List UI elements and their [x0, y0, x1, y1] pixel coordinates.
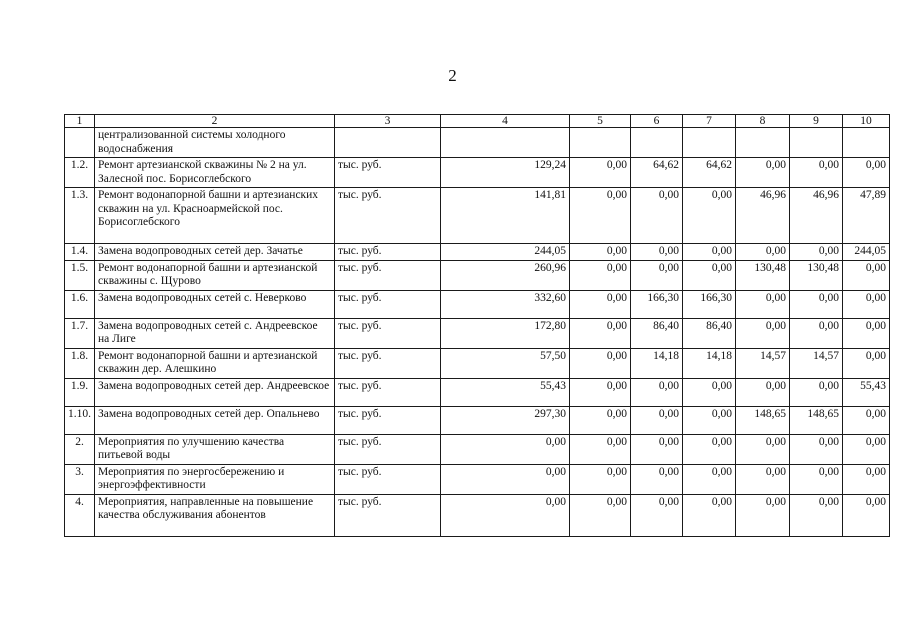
value-cell-col-9: 14,57 — [790, 348, 843, 378]
value-cell-col-9: 0,00 — [790, 290, 843, 318]
value-cell-col-4: 55,43 — [441, 378, 570, 406]
unit-cell — [335, 128, 441, 158]
measure-name: Замена водопроводных сетей с. Андреевское на Лиге — [95, 318, 335, 348]
row-number: 1.2. — [65, 158, 95, 188]
row-number: 1.5. — [65, 260, 95, 290]
value-cell-col-7: 0,00 — [683, 434, 736, 464]
value-cell-col-8: 0,00 — [736, 378, 790, 406]
unit-cell: тыс. руб. — [335, 378, 441, 406]
value-cell-col-9: 0,00 — [790, 318, 843, 348]
value-cell-col-9: 0,00 — [790, 158, 843, 188]
value-cell-col-10: 0,00 — [843, 494, 890, 536]
value-cell-col-5: 0,00 — [570, 434, 631, 464]
value-cell-col-4: 332,60 — [441, 290, 570, 318]
row-number: 1.10. — [65, 406, 95, 434]
value-cell-col-6: 0,00 — [631, 260, 683, 290]
value-cell-col-10: 55,43 — [843, 378, 890, 406]
value-cell-col-4: 0,00 — [441, 494, 570, 536]
value-cell-col-7: 0,00 — [683, 188, 736, 244]
value-cell-col-10: 0,00 — [843, 406, 890, 434]
value-cell-col-10: 0,00 — [843, 260, 890, 290]
value-cell-col-4: 260,96 — [441, 260, 570, 290]
value-cell-col-4: 244,05 — [441, 244, 570, 261]
value-cell-col-4: 0,00 — [441, 464, 570, 494]
unit-cell: тыс. руб. — [335, 494, 441, 536]
table-row — [65, 378, 890, 406]
value-cell-col-8: 130,48 — [736, 260, 790, 290]
value-cell-col-7: 86,40 — [683, 318, 736, 348]
measure-name: Замена водопроводных сетей дер. Опальнево — [95, 406, 335, 434]
value-cell-col-6 — [631, 128, 683, 158]
value-cell-col-8: 0,00 — [736, 494, 790, 536]
value-cell-col-6: 166,30 — [631, 290, 683, 318]
row-number: 1.7. — [65, 318, 95, 348]
value-cell-col-5: 0,00 — [570, 378, 631, 406]
value-cell-col-5: 0,00 — [570, 406, 631, 434]
measure-name: Мероприятия по энергосбережению и энергоэффективности — [95, 464, 335, 494]
table-row — [65, 188, 890, 244]
value-cell-col-6: 64,62 — [631, 158, 683, 188]
unit-cell: тыс. руб. — [335, 188, 441, 244]
value-cell-col-5: 0,00 — [570, 318, 631, 348]
value-cell-col-5: 0,00 — [570, 188, 631, 244]
value-cell-col-6: 0,00 — [631, 464, 683, 494]
table-row — [65, 494, 890, 536]
measure-name: Замена водопроводных сетей дер. Зачатье — [95, 244, 335, 261]
unit-cell: тыс. руб. — [335, 244, 441, 261]
page-number: 2 — [448, 66, 457, 85]
table-row — [65, 318, 890, 348]
investment-table — [64, 114, 890, 537]
table-row — [65, 434, 890, 464]
value-cell-col-9: 46,96 — [790, 188, 843, 244]
value-cell-col-10 — [843, 128, 890, 158]
value-cell-col-6: 0,00 — [631, 188, 683, 244]
value-cell-col-9: 0,00 — [790, 434, 843, 464]
unit-cell: тыс. руб. — [335, 260, 441, 290]
measure-name: Замена водопроводных сетей с. Неверково — [95, 290, 335, 318]
value-cell-col-4 — [441, 128, 570, 158]
measure-name: Мероприятия, направленные на повышение качества обслуживания абонентов — [95, 494, 335, 536]
value-cell-col-4: 57,50 — [441, 348, 570, 378]
value-cell-col-9: 0,00 — [790, 494, 843, 536]
value-cell-col-9 — [790, 128, 843, 158]
measure-name: централизованной системы холодного водоснабжения — [95, 128, 335, 158]
value-cell-col-8: 0,00 — [736, 290, 790, 318]
value-cell-col-5: 0,00 — [570, 158, 631, 188]
value-cell-col-8: 0,00 — [736, 464, 790, 494]
value-cell-col-4: 297,30 — [441, 406, 570, 434]
value-cell-col-7: 166,30 — [683, 290, 736, 318]
value-cell-col-7: 0,00 — [683, 244, 736, 261]
header-row — [65, 115, 890, 128]
row-number: 1.9. — [65, 378, 95, 406]
row-number: 3. — [65, 464, 95, 494]
value-cell-col-10: 47,89 — [843, 188, 890, 244]
table-row — [65, 260, 890, 290]
table-row — [65, 158, 890, 188]
measure-name: Ремонт водонапорной башни и артезианских скважин на ул. Красноармейской пос. Борисоглебского — [95, 188, 335, 244]
value-cell-col-8: 0,00 — [736, 158, 790, 188]
measure-name: Ремонт водонапорной башни и артезианской скважины с. Щурово — [95, 260, 335, 290]
unit-cell: тыс. руб. — [335, 434, 441, 464]
value-cell-col-10: 0,00 — [843, 318, 890, 348]
value-cell-col-6: 0,00 — [631, 406, 683, 434]
measure-name: Ремонт водонапорной башни и артезианской скважин дер. Алешкино — [95, 348, 335, 378]
value-cell-col-6: 86,40 — [631, 318, 683, 348]
value-cell-col-4: 141,81 — [441, 188, 570, 244]
table-row — [65, 406, 890, 434]
row-number: 1.8. — [65, 348, 95, 378]
value-cell-col-7: 14,18 — [683, 348, 736, 378]
value-cell-col-5: 0,00 — [570, 464, 631, 494]
row-number: 1.4. — [65, 244, 95, 261]
table-row — [65, 464, 890, 494]
value-cell-col-10: 0,00 — [843, 348, 890, 378]
value-cell-col-4: 172,80 — [441, 318, 570, 348]
value-cell-col-10: 0,00 — [843, 158, 890, 188]
value-cell-col-8: 0,00 — [736, 244, 790, 261]
header-cell-5: 5 — [570, 115, 631, 128]
value-cell-col-10: 0,00 — [843, 290, 890, 318]
value-cell-col-4: 129,24 — [441, 158, 570, 188]
unit-cell: тыс. руб. — [335, 290, 441, 318]
header-cell-2: 2 — [95, 115, 335, 128]
value-cell-col-8: 148,65 — [736, 406, 790, 434]
value-cell-col-8: 14,57 — [736, 348, 790, 378]
header-cell-9: 9 — [790, 115, 843, 128]
measure-name: Замена водопроводных сетей дер. Андреевское — [95, 378, 335, 406]
measure-name: Мероприятия по улучшению качества питьевой воды — [95, 434, 335, 464]
value-cell-col-6: 0,00 — [631, 494, 683, 536]
row-number: 2. — [65, 434, 95, 464]
value-cell-col-10: 0,00 — [843, 464, 890, 494]
header-cell-3: 3 — [335, 115, 441, 128]
value-cell-col-6: 14,18 — [631, 348, 683, 378]
unit-cell: тыс. руб. — [335, 318, 441, 348]
header-cell-10: 10 — [843, 115, 890, 128]
value-cell-col-5: 0,00 — [570, 244, 631, 261]
value-cell-col-5 — [570, 128, 631, 158]
unit-cell: тыс. руб. — [335, 348, 441, 378]
value-cell-col-6: 0,00 — [631, 378, 683, 406]
header-cell-6: 6 — [631, 115, 683, 128]
value-cell-col-7: 0,00 — [683, 378, 736, 406]
value-cell-col-7: 0,00 — [683, 406, 736, 434]
row-number: 4. — [65, 494, 95, 536]
value-cell-col-6: 0,00 — [631, 434, 683, 464]
value-cell-col-7 — [683, 128, 736, 158]
value-cell-col-5: 0,00 — [570, 348, 631, 378]
value-cell-col-5: 0,00 — [570, 290, 631, 318]
value-cell-col-8 — [736, 128, 790, 158]
unit-cell: тыс. руб. — [335, 158, 441, 188]
value-cell-col-7: 64,62 — [683, 158, 736, 188]
value-cell-col-7: 0,00 — [683, 464, 736, 494]
measure-name: Ремонт артезианской скважины № 2 на ул. Залесной пос. Борисоглебского — [95, 158, 335, 188]
value-cell-col-9: 0,00 — [790, 378, 843, 406]
table-row — [65, 348, 890, 378]
value-cell-col-10: 0,00 — [843, 434, 890, 464]
value-cell-col-9: 0,00 — [790, 244, 843, 261]
row-number: 1.3. — [65, 188, 95, 244]
header-cell-8: 8 — [736, 115, 790, 128]
value-cell-col-8: 0,00 — [736, 434, 790, 464]
header-cell-4: 4 — [441, 115, 570, 128]
row-number — [65, 128, 95, 158]
table-row — [65, 128, 890, 158]
table-row — [65, 244, 890, 261]
value-cell-col-7: 0,00 — [683, 494, 736, 536]
value-cell-col-9: 130,48 — [790, 260, 843, 290]
value-cell-col-8: 0,00 — [736, 318, 790, 348]
value-cell-col-9: 0,00 — [790, 464, 843, 494]
table-row — [65, 290, 890, 318]
row-number: 1.6. — [65, 290, 95, 318]
value-cell-col-7: 0,00 — [683, 260, 736, 290]
value-cell-col-8: 46,96 — [736, 188, 790, 244]
header-cell-7: 7 — [683, 115, 736, 128]
value-cell-col-5: 0,00 — [570, 260, 631, 290]
unit-cell: тыс. руб. — [335, 464, 441, 494]
value-cell-col-4: 0,00 — [441, 434, 570, 464]
value-cell-col-9: 148,65 — [790, 406, 843, 434]
header-cell-1: 1 — [65, 115, 95, 128]
value-cell-col-6: 0,00 — [631, 244, 683, 261]
unit-cell: тыс. руб. — [335, 406, 441, 434]
value-cell-col-5: 0,00 — [570, 494, 631, 536]
value-cell-col-10: 244,05 — [843, 244, 890, 261]
